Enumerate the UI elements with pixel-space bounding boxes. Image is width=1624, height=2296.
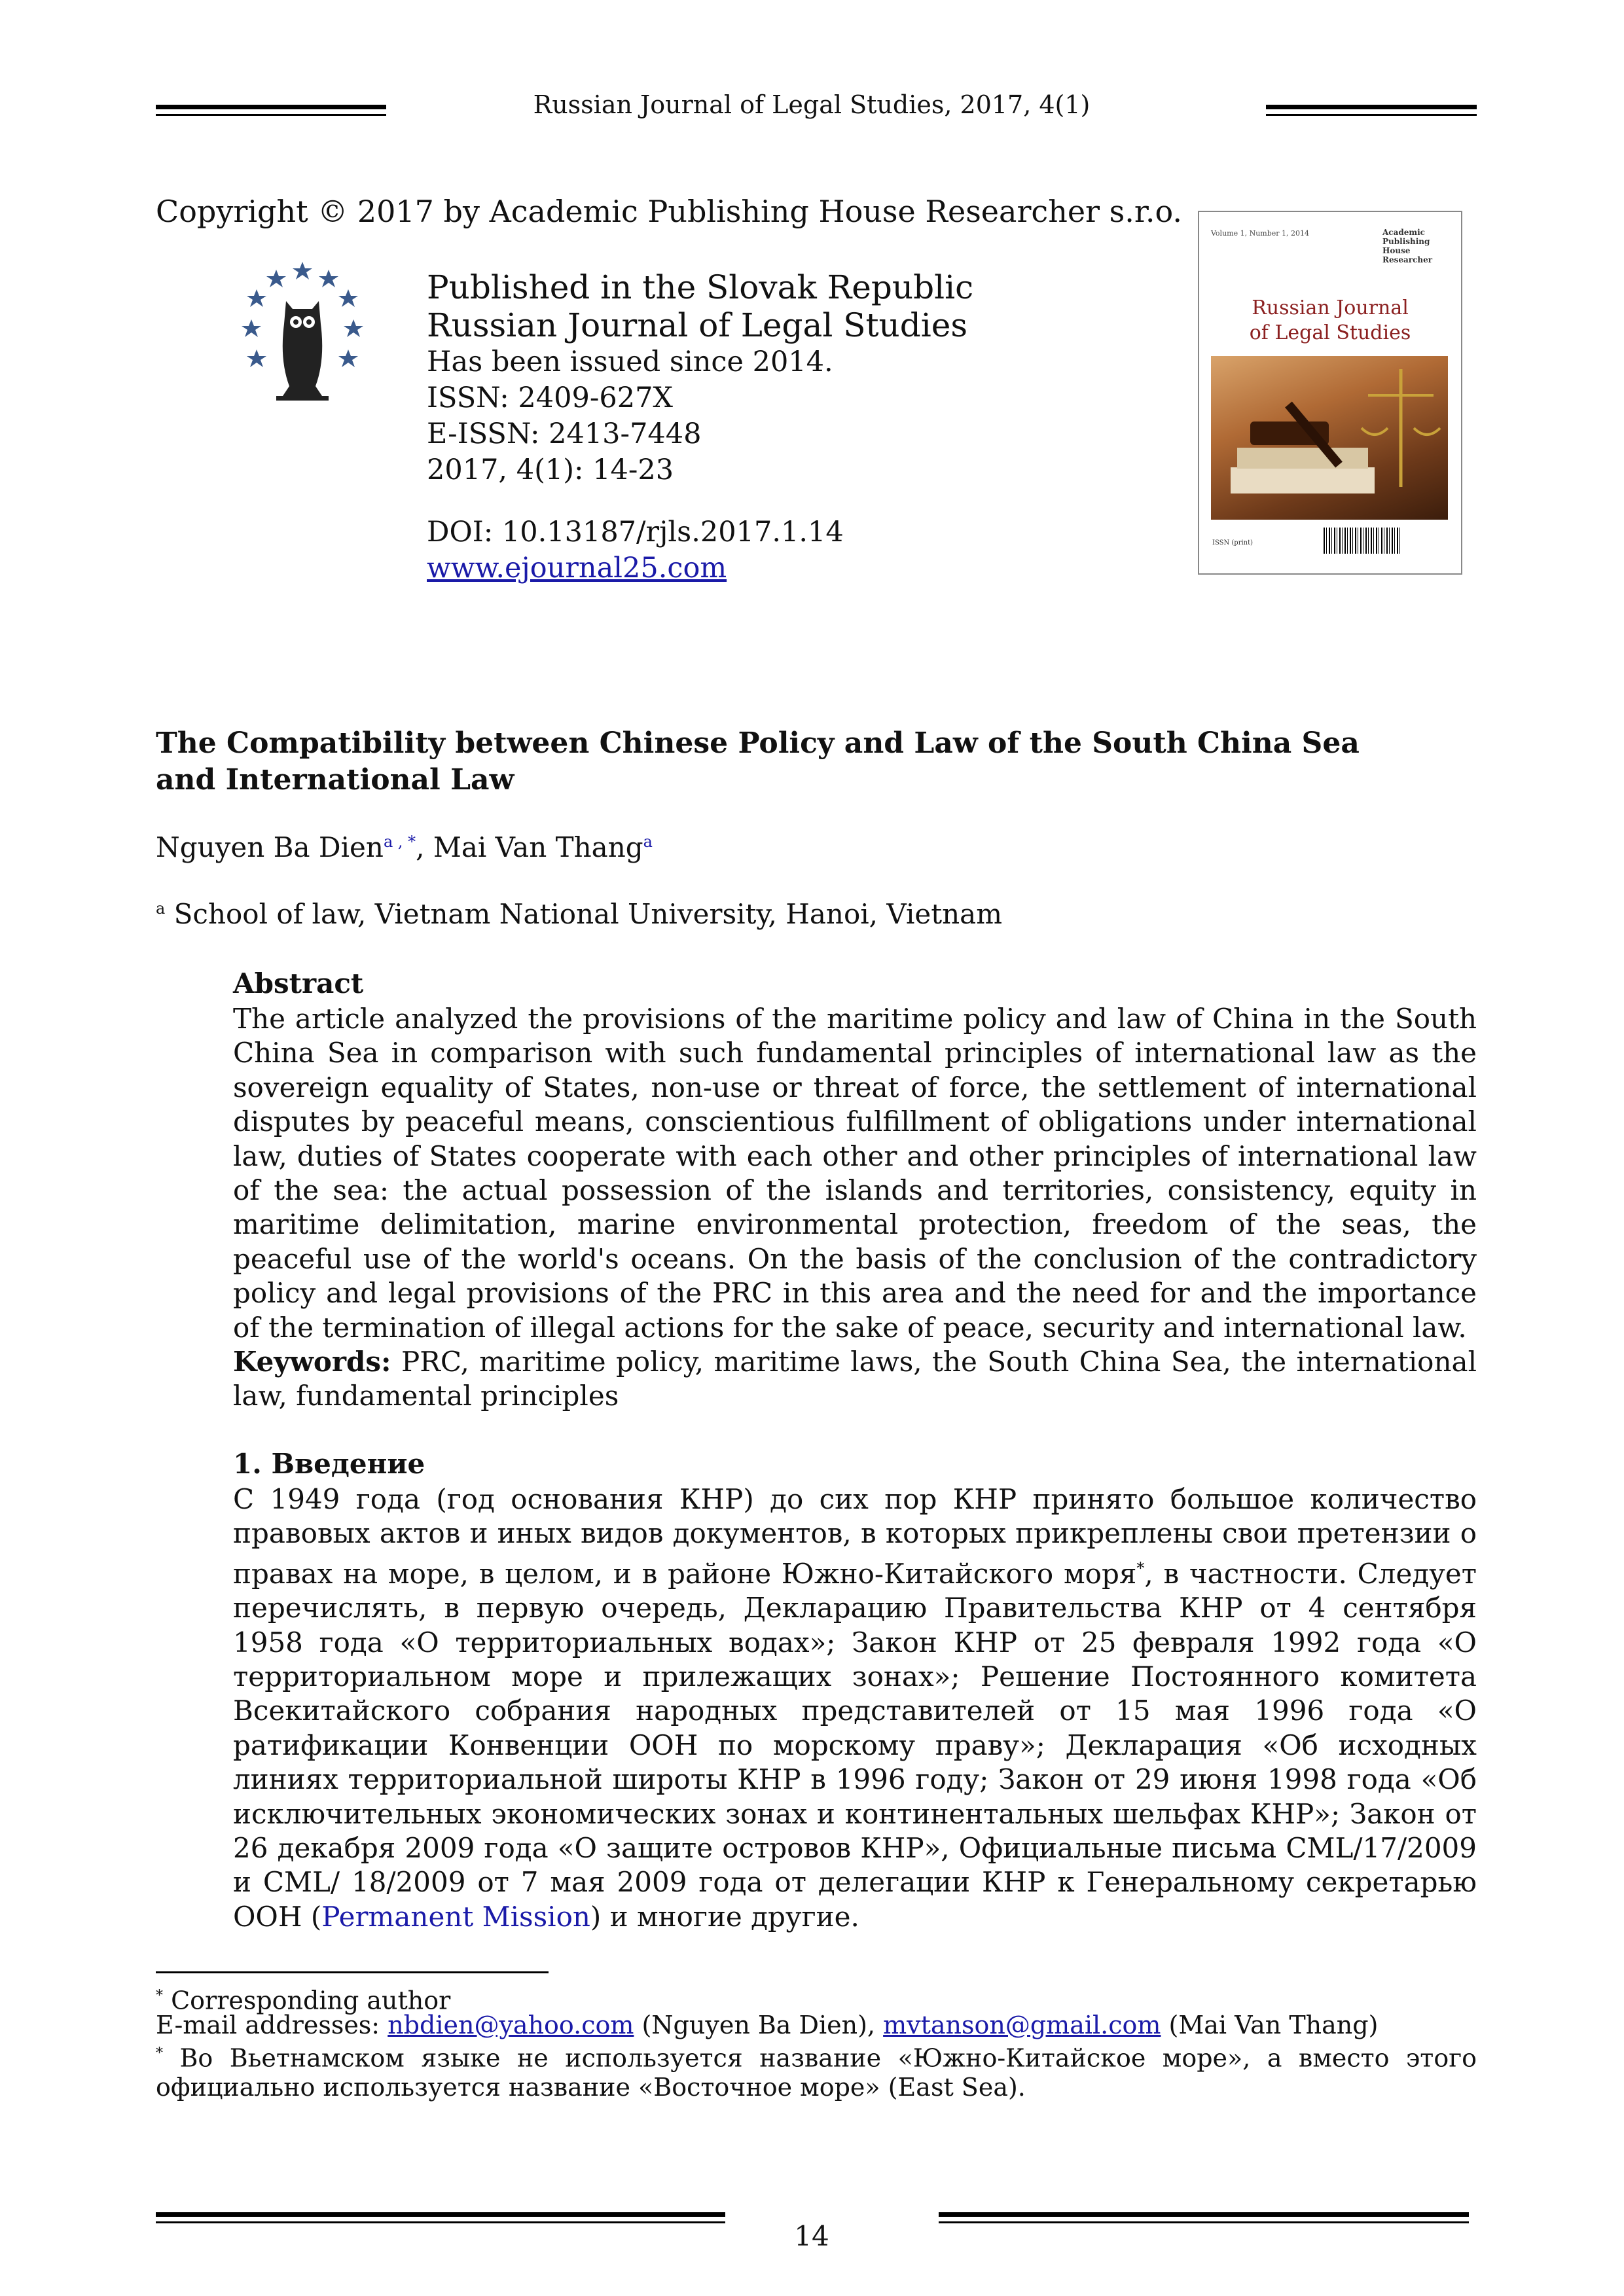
footer-rule-left-thin (156, 2221, 725, 2223)
cover-title (1199, 296, 1461, 346)
affiliation-text: School of law, Vietnam National University, Hanoi, Vietnam (165, 898, 1003, 930)
publication-info (427, 268, 973, 586)
article-title (156, 725, 1399, 798)
footnote-2-text: Во Вьетнамском языке не используется название «Южно-Китайское море», а вместо этого официально используется название «Восточное море» (East Sea). (156, 2043, 1477, 2102)
footer-rule-right-thick (939, 2212, 1469, 2217)
intro-heading: 1. Введение (233, 1448, 425, 1480)
cover-publisher: Academic Publishing House Researcher (1382, 228, 1433, 264)
intro-footnote-marker[interactable]: * (1136, 1558, 1145, 1577)
author-2: Mai Van Thang (433, 831, 643, 863)
footnote-east-sea (156, 2039, 1477, 2102)
author-1-sup[interactable]: a , * (383, 833, 416, 851)
publisher-logo (237, 262, 368, 412)
abstract-body (156, 1002, 1477, 1414)
footnote-2-sup: * (156, 2045, 163, 2062)
footer-rule-right-thin (939, 2221, 1469, 2223)
journal-name: Russian Journal of Legal Studies (427, 306, 968, 344)
permanent-mission-link[interactable]: Permanent Mission (321, 1900, 590, 1933)
keywords-text: PRC, maritime policy, maritime laws, the South China Sea, the international law, fundamental principles (233, 1346, 1477, 1412)
article-title-line1: The Compatibility between Chinese Policy and Law of the South China Sea (156, 726, 1360, 760)
cover-issn: ISSN (print) (1212, 539, 1254, 547)
running-head: Russian Journal of Legal Studies, 2017, 4(1) (533, 90, 1091, 119)
footnote-rule (156, 1971, 549, 1973)
affiliation (156, 898, 1002, 930)
email-label: E-mail addresses: (156, 2011, 388, 2039)
intro-text-2: , в частности. Следует перечислять, в первую очередь, Декларацию Правительства КНР от 4 сентября 1958 года «О территориальных водах»; Закон КНР от 25 февраля 1992 года «О территориальном море и прилежащих зонах»; Решение Постоянного комитета Всекитайского собрания народных представителей от 15 мая 1996 года «О ратификации Конвенции ООН по морскому праву»; Декларация «Об исходных линиях территориальной широты КНР в 1996 году; Закон от 29 июня 1998 года «Об исключительных экономических зонах и континентальных шельфах КНР»; Закон от 26 декабря 2009 года «О защите островов КНР», Официальные письма CML/17/2009 и CML/ 18/2009 от 7 мая 2009 года от делегации КНР к Генеральному секретарью ООН ( (233, 1557, 1477, 1933)
intro-text-3: ) и многие другие. (590, 1900, 859, 1933)
journal-website-link[interactable]: www.ejournal25.com (427, 552, 727, 584)
email-link-1[interactable]: nbdien@yahoo.com (388, 2011, 634, 2039)
cover-volume: Volume 1, Number 1, 2014 (1211, 229, 1310, 238)
cover-title-line2: of Legal Studies (1249, 321, 1411, 344)
published-in: Published in the Slovak Republic (427, 268, 974, 306)
cover-title-line1: Russian Journal (1252, 296, 1409, 319)
gavel-icon (1211, 356, 1448, 520)
page-number: 14 (794, 2220, 829, 2252)
footnote-emails (156, 2011, 1477, 2039)
eissn: E-ISSN: 2413-7448 (427, 418, 702, 450)
footnote-1-sup: * (156, 1988, 163, 2004)
article-title-line2: and International Law (156, 763, 514, 797)
header-rule-right-thick (1266, 105, 1477, 109)
owl-logo-icon (237, 262, 368, 412)
issn: ISSN: 2409-627X (427, 382, 674, 414)
author-separator: , (416, 831, 433, 863)
intro-text-1: С 1949 года (год основания КНР) до сих пор КНР принято большое количество правовых актов и иных видов документов, в которых прикреплены свои претензии о правах на море, в целом, и в районе Южно-Китайского моря (233, 1483, 1477, 1590)
cover-gavel-photo (1211, 356, 1448, 520)
author-1: Nguyen Ba Dien (156, 831, 384, 863)
email-1-name: (Nguyen Ba Dien), (634, 2011, 884, 2039)
header-rule-right-thin (1266, 114, 1477, 116)
keywords-label: Keywords: (233, 1346, 391, 1378)
doi: DOI: 10.13187/rjls.2017.1.14 (427, 516, 844, 548)
abstract-heading: Abstract (233, 967, 364, 999)
author-2-sup[interactable]: a (643, 833, 653, 851)
footnote-1-text: Corresponding author (163, 1986, 451, 2015)
abstract-text: The article analyzed the provisions of the maritime policy and law of China in the South China Sea in comparison with such fundamental principles of international law as the sovereign equality of States, non-use or threat of force, the settlement of international disputes by peaceful means, conscientious fulfillment of obligations under international law, duties of States cooperate with each other and other principles of international law of the sea: the actual possession of the islands and territories, consistency, equity in maritime delimitation, marine environmental protection, freedom of the seas, the peaceful use of the world's oceans. On the basis of the conclusion of the contradictory policy and legal provisions of the PRC in this area and the need for and the importance of the termination of illegal actions for the sake of peace, security and international law. (233, 1003, 1477, 1344)
header-rule-left-thin (156, 114, 386, 116)
intro-body (156, 1482, 1477, 1934)
affiliation-sup: a (156, 899, 166, 918)
email-link-2[interactable]: mvtanson@gmail.com (883, 2011, 1161, 2039)
email-2-name: (Mai Van Thang) (1161, 2011, 1379, 2039)
journal-cover-image (1198, 211, 1462, 575)
barcode-icon (1324, 528, 1402, 554)
header-rule-left-thick (156, 105, 386, 109)
copyright-line: Copyright © 2017 by Academic Publishing House Researcher s.r.o. (156, 194, 1182, 229)
issue-pages: 2017, 4(1): 14-23 (427, 454, 674, 486)
footer-rule-left-thick (156, 2212, 725, 2217)
authors (156, 831, 653, 863)
issued-since: Has been issued since 2014. (427, 346, 833, 378)
